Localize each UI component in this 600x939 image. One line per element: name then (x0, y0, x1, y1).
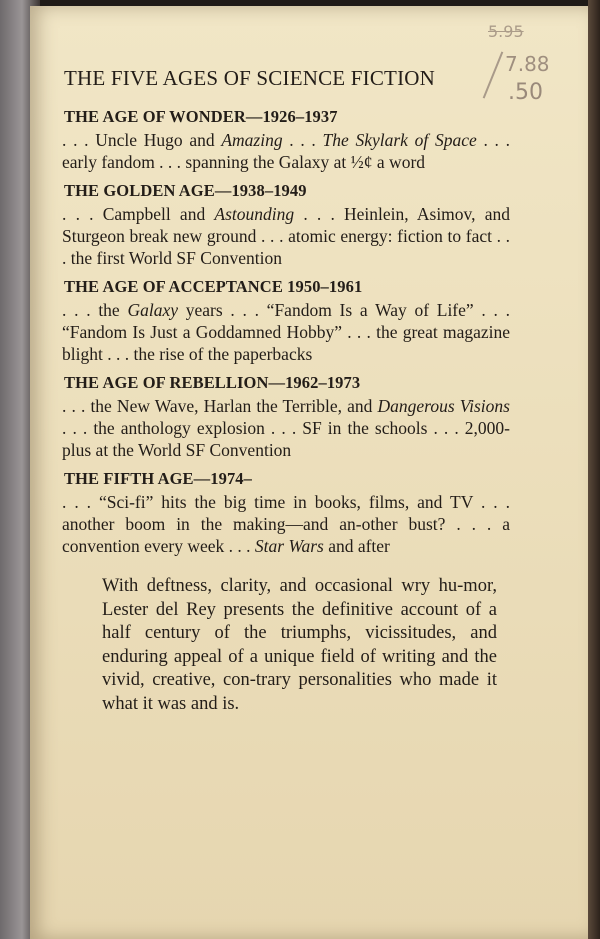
price-upper: 7.88 (505, 52, 550, 76)
page-title: THE FIVE AGES OF SCIENCE FICTION (64, 66, 435, 90)
age-heading: THE GOLDEN AGE—1938–1949 (64, 181, 307, 200)
price-crossed: 5.95 (488, 22, 524, 41)
age-description: . . . Campbell and Astounding . . . Heinlein, Asimov, and Sturgeon break new ground . . . atomic energy: fiction to fact . . . the first World SF Convention (62, 204, 510, 268)
price-lower: .50 (508, 80, 543, 105)
page-content (60, 60, 510, 716)
right-page-edge (588, 0, 600, 939)
age-description: . . . the Galaxy years . . . “Fandom Is a Way of Life” . . . “Fandom Is Just a Goddamned Hobby” . . . the great magazine blight . . . the rise of the paperbacks (62, 300, 510, 364)
age-section-rebellion (60, 373, 510, 461)
age-heading: THE FIFTH AGE—1974– (64, 469, 253, 488)
age-description: . . . Uncle Hugo and Amazing . . . The Skylark of Space . . . early fandom . . . spanning the Galaxy at ½¢ a word (62, 130, 511, 172)
age-section-fifth (60, 469, 510, 557)
age-section-wonder (60, 107, 510, 173)
age-section-acceptance (60, 277, 510, 365)
age-section-golden (60, 181, 510, 269)
age-heading: THE AGE OF REBELLION—1962–1973 (64, 373, 361, 392)
book-blurb: With deftness, clarity, and occasional wry hu-mor, Lester del Rey presents the definitive account of a half century of the triumphs, vicissitudes, and enduring appeal of a unique field of writing and the vivid, creative, con-trary personalities who made it what it was and is. (102, 576, 497, 714)
ages-list (60, 107, 510, 557)
age-description: . . . the New Wave, Harlan the Terrible, and Dangerous Visions . . . the anthology explosion . . . SF in the schools . . . 2,000-plus at the World SF Convention (62, 396, 510, 460)
age-description: . . . “Sci-fi” hits the big time in books, films, and TV . . . another boom in the making—and an-other bust? . . . a convention every week . . . Star Wars and after (62, 492, 510, 556)
age-heading: THE AGE OF ACCEPTANCE 1950–1961 (64, 277, 363, 296)
age-heading: THE AGE OF WONDER—1926–1937 (64, 107, 338, 126)
